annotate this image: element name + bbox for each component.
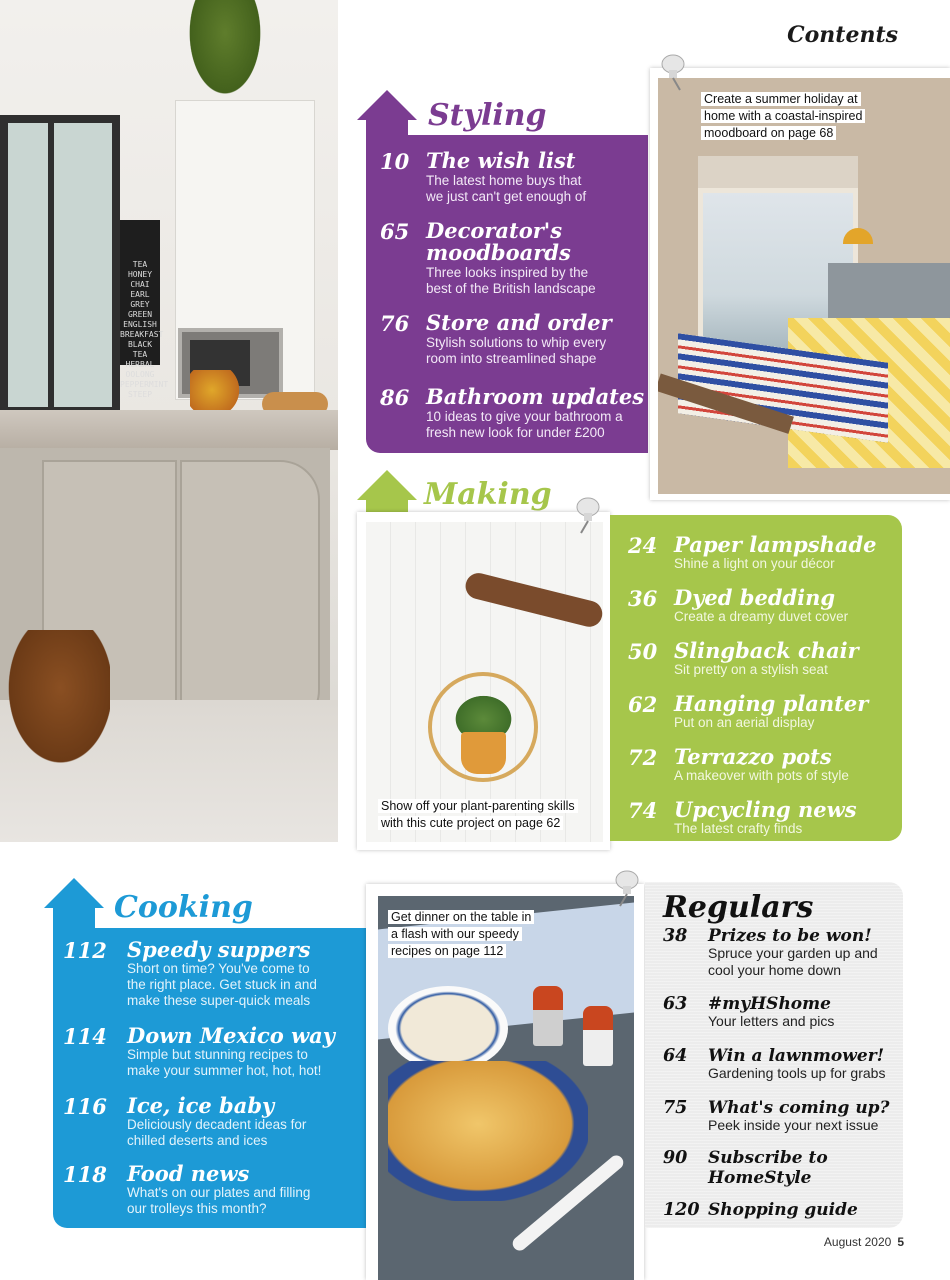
item-title: The wish list	[426, 148, 576, 173]
making-panel	[610, 515, 902, 841]
item-title: HomeStyle	[708, 1168, 812, 1188]
page-number: 86	[380, 385, 410, 410]
page-number: 114	[63, 1024, 107, 1049]
plate	[388, 986, 508, 1071]
item-title: Prizes to be won!	[708, 926, 872, 946]
styling-heading: Styling	[428, 98, 547, 133]
item-desc: Gardening tools up for grabs	[708, 1065, 886, 1081]
item-desc: Create a dreamy duvet cover	[674, 609, 849, 624]
item-desc: Stylish solutions to whip every	[426, 335, 607, 350]
page-number: 72	[628, 745, 658, 770]
page-number: 90	[663, 1148, 688, 1168]
item-desc: chilled deserts and ices	[127, 1133, 268, 1148]
item-desc: A makeover with pots of style	[674, 768, 849, 783]
styling-arrow-icon	[357, 90, 417, 120]
item-title: Win a lawnmower!	[708, 1046, 885, 1066]
pushpin-icon	[573, 495, 603, 535]
item-desc: Simple but stunning recipes to	[127, 1047, 308, 1062]
kitchen-window	[0, 115, 120, 415]
page-number: 76	[380, 311, 410, 336]
item-title: Subscribe to	[708, 1148, 828, 1168]
arm	[463, 570, 603, 629]
caption-line: Show off your plant-parenting skills	[378, 799, 578, 813]
item-title: What's coming up?	[708, 1098, 890, 1118]
item-title: Speedy suppers	[127, 937, 311, 962]
page-number: 65	[380, 219, 410, 244]
item-desc: Peek inside your next issue	[708, 1117, 879, 1133]
item-desc: make these super-quick meals	[127, 993, 311, 1008]
item-desc: Deliciously decadent ideas for	[127, 1117, 307, 1132]
item-title: Dyed bedding	[674, 585, 836, 610]
page-number: 38	[663, 926, 688, 946]
caption-line: home with a coastal-inspired	[701, 109, 865, 123]
page-number: 64	[663, 1046, 688, 1066]
page-number: 10	[380, 149, 410, 174]
item-title: Bathroom updates	[426, 384, 645, 409]
item-desc: best of the British landscape	[426, 281, 596, 296]
fruit-bowl	[190, 370, 245, 410]
item-title: Hanging planter	[674, 691, 869, 716]
tea-poster: TEA HONEY CHAI EARL GREY GREEN ENGLISH BREAKFAST BLACK TEA HERBAL OOLONG PEPPERMINT STEEP	[120, 220, 160, 365]
item-desc: What's on our plates and filling	[127, 1185, 311, 1200]
item-title: Paper lampshade	[674, 532, 877, 557]
page-number: 50	[628, 639, 658, 664]
page-number: 36	[628, 586, 658, 611]
making-arrow-icon	[357, 470, 417, 500]
page-number: 63	[663, 994, 688, 1014]
item-desc: Shine a light on your décor	[674, 556, 835, 571]
caption-line: Create a summer holiday at	[701, 92, 861, 106]
item-title: Food news	[127, 1161, 250, 1186]
caption-line: with this cute project on page 62	[378, 816, 563, 830]
pushpin-icon	[658, 52, 688, 92]
cooking-arrow-stem	[53, 906, 95, 930]
food-caption	[388, 909, 548, 960]
kitchen-photo	[0, 0, 338, 842]
caption-line: a flash with our speedy	[388, 927, 522, 941]
item-title: Ice, ice baby	[127, 1093, 275, 1118]
styling-panel	[366, 135, 648, 453]
item-title: Decorator's	[426, 218, 563, 243]
plant-photo	[366, 522, 603, 842]
item-title: #myHShome	[708, 994, 831, 1014]
caption-line: recipes on page 112	[388, 944, 506, 958]
page-number: 5	[897, 1235, 904, 1249]
item-title: Upcycling news	[674, 797, 857, 822]
item-title: Store and order	[426, 310, 612, 335]
item-desc: Put on an aerial display	[674, 715, 815, 730]
regulars-heading: Regulars	[663, 890, 814, 925]
item-desc: The latest crafty finds	[674, 821, 803, 836]
item-desc: Three looks inspired by the	[426, 265, 589, 280]
cooking-panel	[53, 928, 366, 1228]
item-desc: Spruce your garden up and	[708, 945, 878, 961]
page-number: 75	[663, 1098, 688, 1118]
page-number: 74	[628, 798, 658, 823]
counter-top	[0, 410, 338, 450]
item-desc: make your summer hot, hot, hot!	[127, 1063, 322, 1078]
item-title: Slingback chair	[674, 638, 859, 663]
cabinet-door	[180, 460, 320, 730]
hanging-plant	[180, 0, 270, 110]
cooking-arrow-icon	[44, 878, 104, 908]
plant-pot	[461, 732, 506, 774]
item-desc: room into streamlined shape	[426, 351, 597, 366]
item-desc: the right place. Get stuck in and	[127, 977, 317, 992]
pepper-shaker	[583, 1006, 613, 1066]
pushpin-icon	[612, 868, 642, 908]
page-number: 62	[628, 692, 658, 717]
page-title: Contents	[787, 22, 898, 48]
caption-line: moodboard on page 68	[701, 126, 836, 140]
item-desc: our trolleys this month?	[127, 1201, 267, 1216]
page-number: 116	[63, 1094, 107, 1119]
item-desc: Sit pretty on a stylish seat	[674, 662, 828, 677]
issue-date: August 2020	[823, 1235, 892, 1249]
item-desc: cool your home down	[708, 962, 842, 978]
item-desc: fresh new look for under £200	[426, 425, 605, 440]
item-title: moodboards	[426, 240, 571, 265]
cooking-heading: Cooking	[114, 890, 253, 925]
dachshund	[0, 630, 110, 775]
plant-leaves	[451, 692, 516, 737]
pie-dish	[388, 1061, 588, 1201]
item-desc: The latest home buys that	[426, 173, 582, 188]
page-number: 120	[663, 1200, 700, 1220]
item-desc: 10 ideas to give your bathroom a	[426, 409, 623, 424]
item-title: Down Mexico way	[127, 1023, 335, 1048]
item-desc: we just can't get enough of	[426, 189, 587, 204]
item-title: Shopping guide	[708, 1200, 858, 1220]
item-desc: Short on time? You've come to	[127, 961, 310, 976]
page-number: 112	[63, 938, 107, 963]
bedroom-caption	[701, 91, 901, 142]
making-heading: Making	[424, 477, 552, 512]
caption-line: Get dinner on the table in	[388, 910, 534, 924]
page-footer	[824, 1235, 904, 1249]
item-title: Terrazzo pots	[674, 744, 832, 769]
page-number: 24	[628, 533, 658, 558]
plant-caption	[378, 798, 598, 832]
salt-shaker	[533, 986, 563, 1046]
page-number: 118	[63, 1162, 107, 1187]
item-desc: Your letters and pics	[708, 1013, 835, 1029]
